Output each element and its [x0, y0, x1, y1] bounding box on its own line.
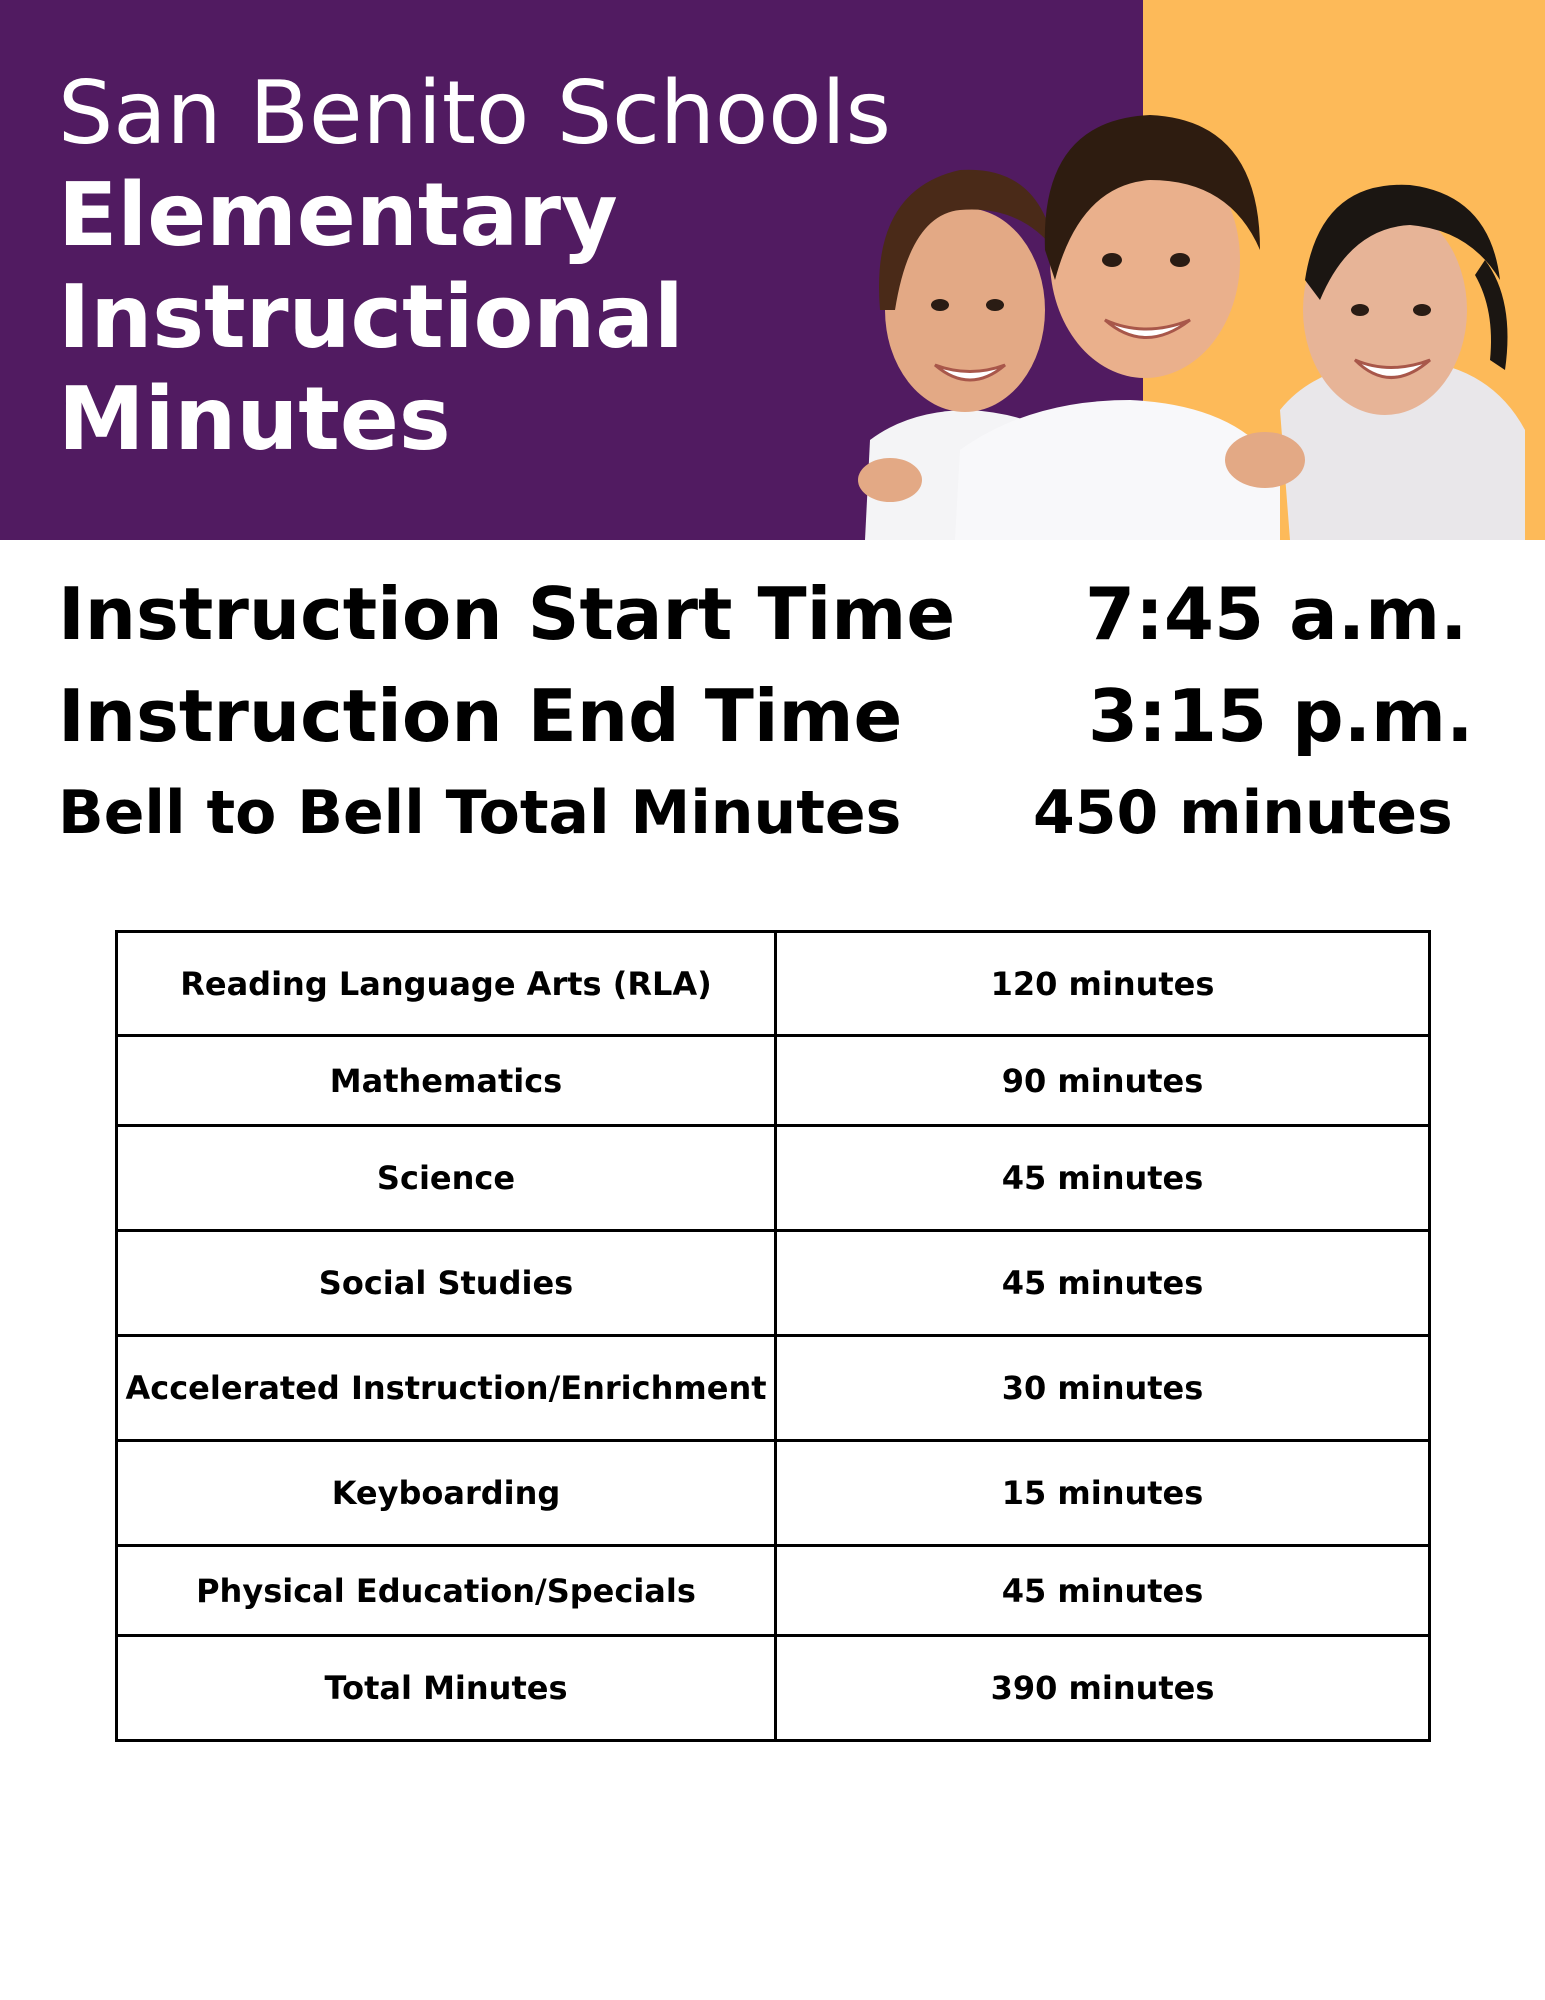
subject-name: Reading Language Arts (RLA) — [117, 932, 776, 1036]
subject-minutes: 45 minutes — [776, 1231, 1430, 1336]
subject-name: Social Studies — [117, 1231, 776, 1336]
title-line-1: San Benito Schools — [58, 62, 891, 164]
subject-minutes: 120 minutes — [776, 932, 1430, 1036]
subject-name: Physical Education/Specials — [117, 1546, 776, 1636]
subject-name: Science — [117, 1126, 776, 1231]
header-banner — [0, 0, 1545, 540]
child-right — [1280, 185, 1525, 540]
table-row — [117, 1036, 1430, 1126]
total-minutes-value: 450 minutes — [1033, 778, 1453, 848]
title-line-4: Minutes — [58, 368, 451, 470]
title-line-3: Instructional — [58, 266, 684, 368]
subject-name: Keyboarding — [117, 1441, 776, 1546]
children-photo — [850, 110, 1540, 540]
subject-minutes: 45 minutes — [776, 1546, 1430, 1636]
subject-minutes: 90 minutes — [776, 1036, 1430, 1126]
table-row — [117, 932, 1430, 1036]
total-minutes-label: Bell to Bell Total Minutes — [58, 778, 902, 848]
start-time-label: Instruction Start Time — [58, 572, 956, 656]
subject-name: Mathematics — [117, 1036, 776, 1126]
subject-minutes: 15 minutes — [776, 1441, 1430, 1546]
page-title — [58, 62, 958, 470]
subject-minutes: 390 minutes — [776, 1636, 1430, 1741]
table-row — [117, 1126, 1430, 1231]
end-time-value: 3:15 p.m. — [1088, 674, 1474, 758]
table-row — [117, 1636, 1430, 1741]
table-row — [117, 1441, 1430, 1546]
title-line-2: Elementary — [58, 164, 618, 266]
subject-minutes: 45 minutes — [776, 1126, 1430, 1231]
subject-name: Total Minutes — [117, 1636, 776, 1741]
end-time-label: Instruction End Time — [58, 674, 903, 758]
table-row — [117, 1231, 1430, 1336]
start-time-value: 7:45 a.m. — [1085, 572, 1468, 656]
subject-name: Accelerated Instruction/Enrichment — [117, 1336, 776, 1441]
table-row — [117, 1546, 1430, 1636]
subject-minutes-table — [115, 930, 1431, 1742]
subject-minutes: 30 minutes — [776, 1336, 1430, 1441]
table-row — [117, 1336, 1430, 1441]
